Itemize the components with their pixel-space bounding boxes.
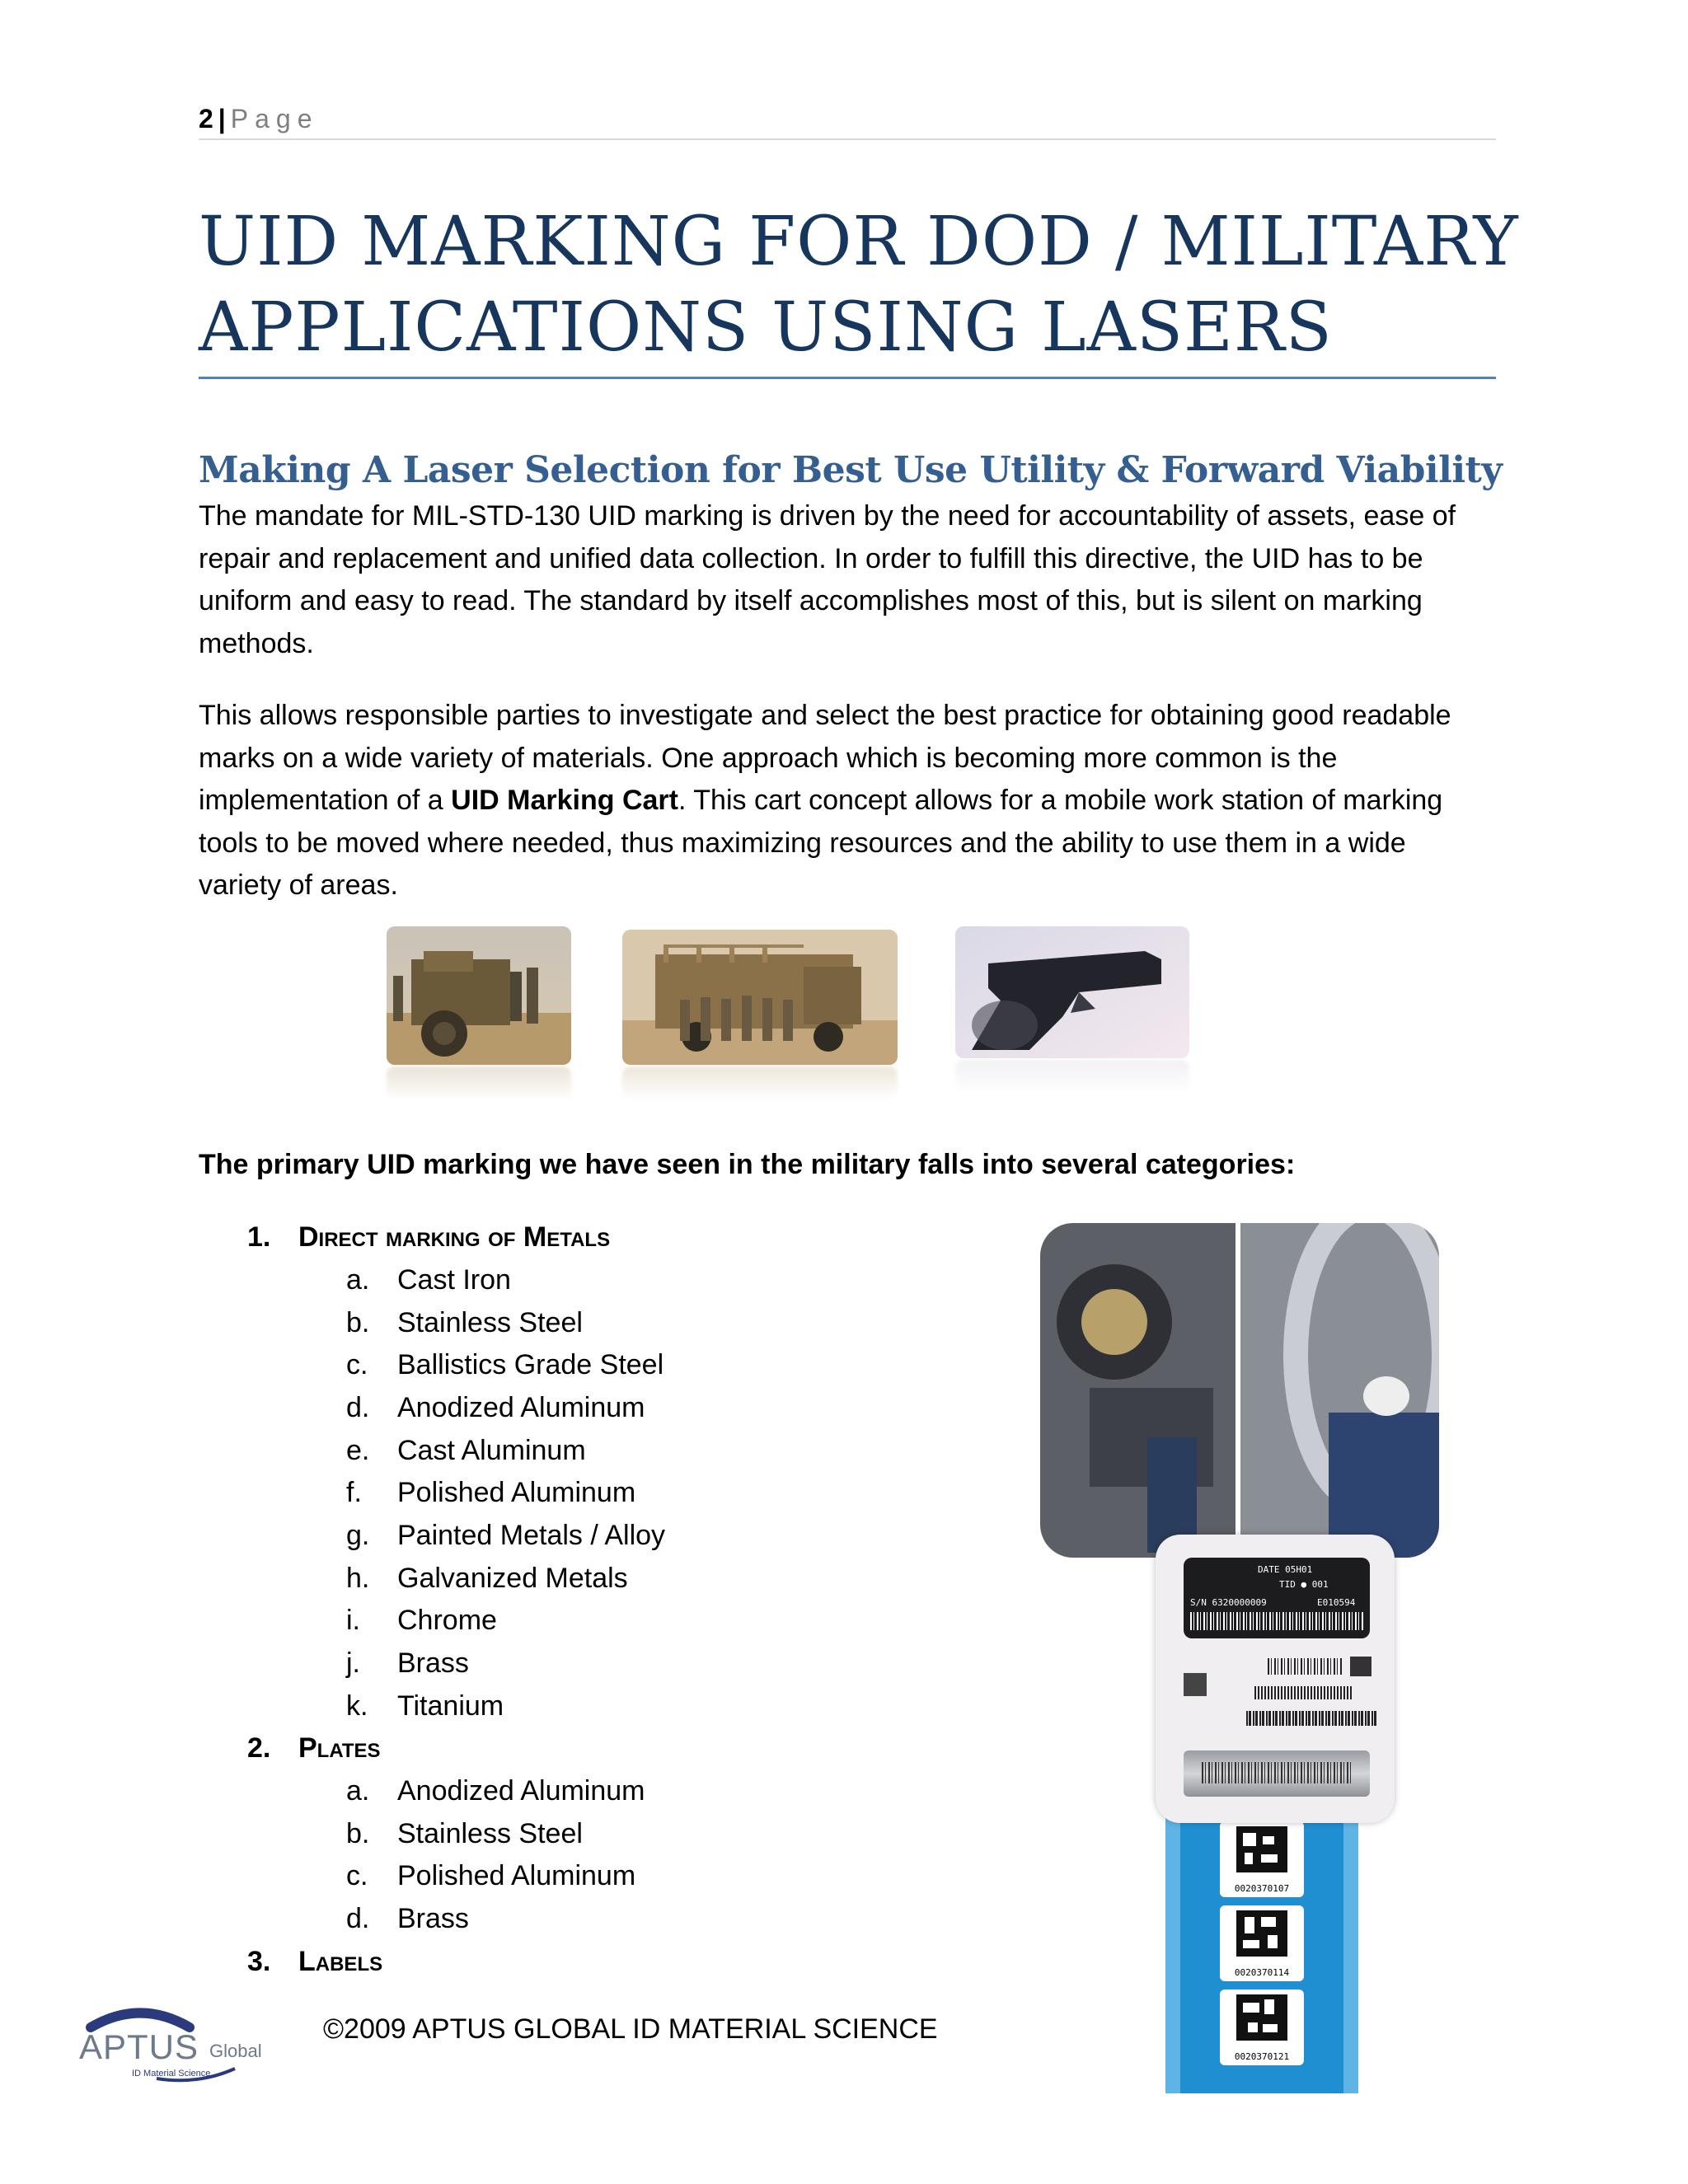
section-heading: Making A Laser Selection for Best Use Utility & Forward Viability bbox=[199, 449, 1503, 491]
plate-tid-value: 001 bbox=[1311, 1579, 1329, 1590]
paragraph-2-bold: UID Marking Cart bbox=[451, 785, 678, 816]
list-letter: j. bbox=[346, 1647, 360, 1679]
category-item bbox=[247, 1940, 382, 1983]
list-letter: b. bbox=[346, 1307, 370, 1338]
plate-header bbox=[1184, 1558, 1370, 1638]
paragraph-2-before: This allows responsible parties to investigate and select the best practice for obtaining good readable marks on a wide variety of materials. One approach which is becoming more common is the implementation of a bbox=[199, 700, 1451, 816]
plate-serial: S/N 6320000009 bbox=[1190, 1597, 1267, 1608]
page-number: 2 bbox=[199, 104, 213, 134]
list-number: 3. bbox=[247, 1946, 271, 1977]
photo-reflection bbox=[387, 1066, 571, 1099]
list-letter: b. bbox=[346, 1818, 370, 1849]
list-text: Galvanized Metals bbox=[397, 1563, 628, 1594]
photo-reflection bbox=[622, 1066, 898, 1099]
list-title: Direct marking of Metals bbox=[298, 1221, 611, 1253]
list-text: Painted Metals / Alloy bbox=[397, 1520, 666, 1551]
list-text: Brass bbox=[397, 1903, 469, 1934]
list-letter: a. bbox=[346, 1775, 370, 1807]
datamatrix-tag bbox=[1220, 1905, 1304, 1981]
plate-barcode bbox=[1268, 1658, 1342, 1675]
paragraph-1: The mandate for MIL-STD-130 UID marking is driven by the need for accountability of assets, ease of repair and replacement and unified data collection. In order to fulfill this directive, the UID has to be uniform and easy to read. The standard by itself accomplishes most of this, but is silent on marking methods. bbox=[199, 500, 1456, 659]
list-letter: g. bbox=[346, 1520, 370, 1551]
list-text: Stainless Steel bbox=[397, 1307, 583, 1338]
list-letter: c. bbox=[346, 1349, 368, 1380]
list-letter: a. bbox=[346, 1264, 370, 1296]
paragraph-2-after: . This cart concept allows for a mobile work station of marking tools to be moved where needed, thus maximizing resources and the ability to use them in a wide variety of areas. bbox=[199, 785, 1443, 901]
plate-code: E010594 bbox=[1317, 1597, 1356, 1608]
subcategory-item bbox=[346, 1386, 645, 1429]
subcategory-item bbox=[346, 1897, 469, 1940]
subcategory-item bbox=[346, 1685, 504, 1727]
plate-barcode bbox=[1254, 1686, 1353, 1699]
category-item bbox=[247, 1727, 381, 1769]
logo-name: APTUS bbox=[79, 2027, 199, 2066]
subcategory-item bbox=[346, 1258, 511, 1301]
datamatrix-tag bbox=[1220, 1990, 1304, 2065]
title-line-1: UID MARKING FOR DOD / MILITARY bbox=[199, 203, 1519, 281]
page-word: Page bbox=[230, 104, 319, 134]
categories-lead-in: The primary UID marking we have seen in the military falls into several categories: bbox=[199, 1149, 1296, 1180]
logo-tagline: ID Material Science bbox=[132, 2069, 211, 2079]
list-title: Labels bbox=[298, 1946, 383, 1977]
list-letter: c. bbox=[346, 1860, 368, 1891]
plate-date: DATE 05H01 bbox=[1258, 1564, 1313, 1575]
list-letter: e. bbox=[346, 1435, 370, 1466]
copyright-footer: ©2009 APTUS GLOBAL ID MATERIAL SCIENCE bbox=[323, 2013, 938, 2045]
subcategory-item bbox=[346, 1343, 663, 1386]
title-line-2: APPLICATIONS USING LASERS bbox=[199, 288, 1333, 367]
photo-mechanics-engine bbox=[1040, 1223, 1439, 1558]
subcategory-item bbox=[346, 1514, 665, 1557]
plate-qr bbox=[1184, 1673, 1207, 1696]
list-letter: d. bbox=[346, 1903, 370, 1934]
list-letter: d. bbox=[346, 1392, 370, 1423]
subcategory-item bbox=[346, 1557, 628, 1600]
subcategory-item bbox=[346, 1812, 583, 1855]
list-number: 2. bbox=[247, 1732, 271, 1764]
plate-barcode bbox=[1190, 1612, 1363, 1630]
plate-qr bbox=[1350, 1657, 1372, 1676]
photo-reflection bbox=[955, 1060, 1189, 1093]
list-text: Stainless Steel bbox=[397, 1818, 583, 1849]
plate-tid-label: TID bbox=[1279, 1579, 1296, 1590]
aptus-logo bbox=[74, 2003, 280, 2093]
list-letter: k. bbox=[346, 1690, 368, 1722]
subcategory-item bbox=[346, 1429, 586, 1472]
subcategory-item bbox=[346, 1301, 583, 1344]
subcategory-item bbox=[346, 1471, 635, 1514]
list-text: Polished Aluminum bbox=[397, 1477, 636, 1508]
tape-code: 0020370107 bbox=[1234, 1883, 1290, 1894]
tape-code: 0020370114 bbox=[1234, 1967, 1290, 1978]
category-item bbox=[247, 1216, 610, 1258]
list-text: Polished Aluminum bbox=[397, 1860, 636, 1891]
photo-soldiers-vehicle bbox=[387, 926, 571, 1065]
list-letter: f. bbox=[346, 1477, 362, 1508]
plate-barcode bbox=[1202, 1762, 1352, 1783]
tape-code: 0020370121 bbox=[1234, 2051, 1290, 2062]
datamatrix-tag bbox=[1220, 1821, 1304, 1897]
photo-handgun bbox=[955, 926, 1189, 1058]
subcategory-item bbox=[346, 1769, 645, 1812]
plate-metal-tag bbox=[1184, 1750, 1370, 1797]
list-text: Cast Aluminum bbox=[397, 1435, 586, 1466]
page-header bbox=[199, 99, 1496, 140]
plate-barcode bbox=[1246, 1711, 1378, 1726]
list-title: Plates bbox=[298, 1732, 381, 1764]
list-text: Cast Iron bbox=[397, 1264, 511, 1296]
subcategory-item bbox=[346, 1599, 497, 1642]
photo-troops-truck bbox=[622, 930, 898, 1065]
header-separator: | bbox=[218, 104, 226, 134]
paragraph-2 bbox=[199, 695, 1484, 907]
subcategory-item bbox=[346, 1642, 469, 1685]
list-number: 1. bbox=[247, 1221, 271, 1253]
list-text: Chrome bbox=[397, 1605, 497, 1636]
document-title bbox=[199, 199, 1519, 379]
subcategory-item bbox=[346, 1854, 635, 1897]
list-text: Titanium bbox=[397, 1690, 504, 1722]
list-text: Anodized Aluminum bbox=[397, 1392, 645, 1423]
list-text: Brass bbox=[397, 1647, 469, 1679]
uid-label-plate bbox=[1156, 1535, 1395, 1823]
list-letter: h. bbox=[346, 1563, 370, 1594]
list-text: Ballistics Grade Steel bbox=[397, 1349, 664, 1380]
list-text: Anodized Aluminum bbox=[397, 1775, 645, 1807]
plate-tid: TID ● 001 bbox=[1279, 1579, 1329, 1590]
logo-suffix: Global bbox=[209, 2041, 262, 2061]
list-letter: i. bbox=[346, 1605, 360, 1636]
